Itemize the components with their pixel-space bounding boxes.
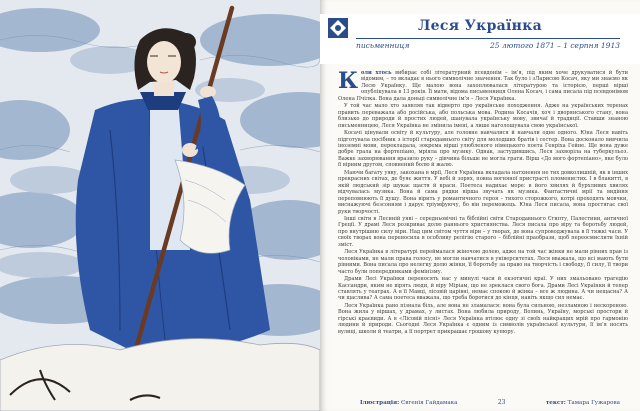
article-paragraph: Інші світи в Лесиній уяві – середньовічні та біблійні світи Стародавнього Єгипту, Палестини, античної Греції. У драмі Леся розкриває долю раннього християнства. Леся писала про віру та боротьбу людей, про внутрішню силу віри. Над цим світом чуття віри – у творах, де вона супроводжувала в її тяжкі часи. У своїх творах вона переносила в особливу релігію старого – біблійні праобрази, щоб переосмислити їхній зміст. [338, 215, 628, 248]
title-divider [356, 38, 620, 39]
article-paragraph: Драми Лесі Українки переносять нас у минулі часи й екзотичні краї. У них змальовано трагедію Кассандри, яким не вірять люди, й віру Міріам, що не зреклася свого бога. Драми Лесі Українки й тепер ставлять у театрах. А в її Мавці, лісовій царівні, немає спокою й жінка – все ж людина. А чи нещасна? А чи щаслива? А сама поетеса вважала, що треба боротися до кінця, навіть якщо сил немає. [338, 276, 628, 302]
article-paragraph: У той час мало хто заявляв так відверто про українське походження. Адже на українських теренах править переважала або російська, або польська мова. Родина Косачів, хоч і дворянського стану, вона близько до природи й простих людей, шанувала українську мову, звичаї й традиції. Ставши знаною письменницею, Леся Українка не змінила імені, а лише наголошувала свою української. [338, 103, 628, 129]
article-page [320, 0, 640, 411]
text-credit: текст: Тамара Гужарова [545, 399, 620, 406]
page-title: Леся Українка [417, 18, 542, 34]
role-label: письменниця [356, 41, 410, 50]
life-dates: 25 лютого 1871 – 1 серпня 1913 [489, 41, 620, 50]
article-paragraph: Маючи багату уяву, закохана в мрії, Леся Українка вкладала натхнення не тих довколишній, як в інших прекрасних світах, де буяє життя. У вебі й зорях, повна вогняної пристрасті пломенистих. І в блакитті, в якій людський зір шукає щастя й краси. Поетеса надихає море: в його хвилях й бурхливих хвилях відчувалась музика. Вона й сама рядки вірша звучать як музика. Фантастичні мрії та видіння переповнюють її душу. Вона вірить у романтичного героя – тихого сторожкого, котрі проходять мовчки, виснажуючі безсонням і дарує тріумфуючу, бо він переможець. Юна Леся писала, вона простягає свої руки творчості. [338, 169, 628, 215]
lead-words: оли хтось [361, 70, 392, 76]
article-paragraph: Коли хтось вибирає собі літературний псевдонім – ім’я, під яким хоче друкуватися й бути відомим, – то вкладає в нього символічне значення. Так було і зЛарисою Косач, яку ми знаємо як Лесю Українку. Ще малою вона захоплювалася літературою та історією, перші вірші опублікувала в 13 років. Її мати, відома письменниця Олена Косач, і сама писала під псевдонімом Олена Пчілка. Вона дала доньці символічне ім’я – Леся Українка. [338, 68, 628, 102]
drop-cap: К [338, 68, 359, 94]
paper-sheet [0, 339, 320, 411]
subtitle-row [356, 41, 620, 50]
article-paragraph: Леся Українка рано пізнала біль, але вона не зламалася: вона була сильною, незламною і нескореною. Вона жила у віршах, у драмах, у листах. Вона любила природу, Волинь, Україну, морські простори й гірські краєвиди. А в «Лісовій пісні» Леся Українка втілює одну зі своїх найкращих мрій про гармонію людини й природи. Сьогодні Леся Українка є одним із символів української культури, її ім’я носять вулиці, школи й театри, а її портрет прикрашає грошову купюру. [338, 302, 628, 335]
illustration-credit: Ілюстрація: Євгенія Гайдамака [360, 399, 458, 406]
article-paragraph: Косачі цінували освіту й культуру, але головне навчалися й навчали одне одного. Юна Леся навіть підготувала посібник з історії стародавнього світу для молодших братів і сестер. Вона досконало вивчила іноземні мови, перекладала, зокрема вірші улюбленого німецького поета Генріха Гейне. Ще вона дуже добре грала на фортепіано, мріяла про музику. Однак, застудившись, Леся захворіла на туберкульоз. Важке захворювання вразило руку – дівчина більше не могла грати. Вірш «До мого фортепіано», яке було її вірним другом, сповнений болю й жалю. [338, 130, 628, 169]
article-paragraph: Леся Українка в літературі переймалася жіночою долею, адже на той час жінки не мали рівних прав із чоловіками, не мали права голосу, не могли навчатися в університетах. Леся вважала, що всі мають бути рівними. Вона писала про нелегку долю жінки, її боротьбу за право на творчість і свободу, її силу, її твори часто були попередниками фемінізму. [338, 249, 628, 275]
article-body [338, 70, 628, 336]
page-number: 23 [497, 399, 506, 406]
page-footer [360, 399, 620, 406]
